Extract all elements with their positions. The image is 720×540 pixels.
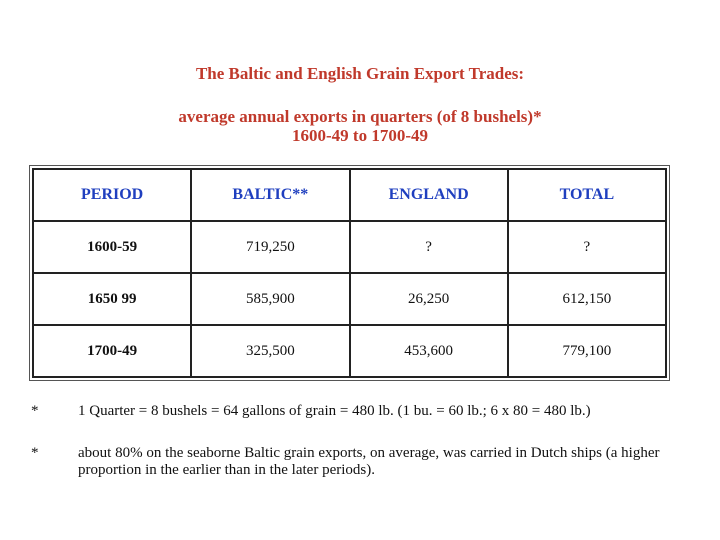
cell-total: 779,100 <box>508 325 666 377</box>
cell-period: 1700-49 <box>33 325 191 377</box>
subtitle-period-range: 1600-49 to 1700-49 <box>292 126 428 145</box>
table-row <box>33 221 666 273</box>
header-period: PERIOD <box>33 169 191 221</box>
cell-total: ? <box>508 221 666 273</box>
footnote-text: about 80% on the seaborne Baltic grain exports, on average, was carried in Dutch ships (a higher proportion in the earlier than in the later periods). <box>78 445 660 478</box>
cell-england: 26,250 <box>350 273 508 325</box>
footnote-marker: * <box>31 403 39 419</box>
table-header-row <box>33 169 666 221</box>
grain-export-table <box>32 168 667 378</box>
table-row <box>33 325 666 377</box>
header-baltic: BALTIC** <box>191 169 349 221</box>
cell-period: 1600-59 <box>33 221 191 273</box>
cell-period: 1650 99 <box>33 273 191 325</box>
table-row <box>33 273 666 325</box>
cell-baltic: 719,250 <box>191 221 349 273</box>
header-england: ENGLAND <box>350 169 508 221</box>
cell-england: ? <box>350 221 508 273</box>
footnote-marker: * <box>31 445 39 461</box>
grain-export-table-frame <box>29 165 670 381</box>
page-title: The Baltic and English Grain Export Trades: <box>195 64 525 83</box>
cell-total: 612,150 <box>508 273 666 325</box>
cell-baltic: 325,500 <box>191 325 349 377</box>
cell-baltic: 585,900 <box>191 273 349 325</box>
header-total: TOTAL <box>508 169 666 221</box>
footnote-text: 1 Quarter = 8 bushels = 64 gallons of grain = 480 lb. (1 bu. = 60 lb.; 6 x 80 = 480 lb.) <box>78 403 591 419</box>
cell-england: 453,600 <box>350 325 508 377</box>
subtitle: average annual exports in quarters (of 8 bushels)* <box>178 107 542 126</box>
